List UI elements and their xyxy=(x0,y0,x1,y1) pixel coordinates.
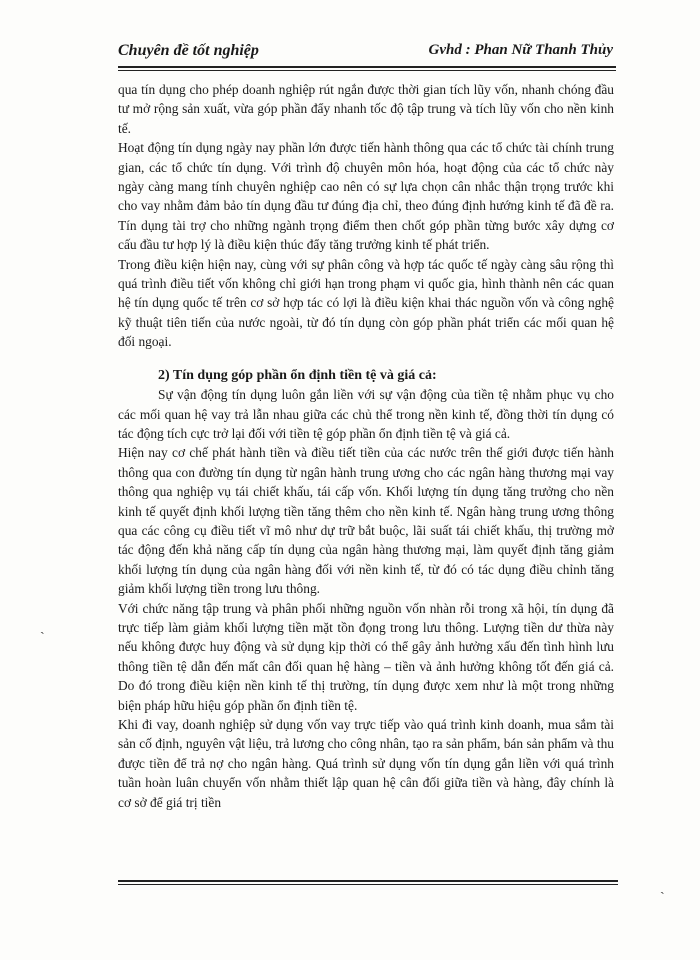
section-paragraph: Khi đi vay, doanh nghiệp sử dụng vốn vay trực tiếp vào quá trình kinh doanh, mua sắm tài sản cố định, nguyên vật liệu, trả lương cho công nhân, tạo ra sản phẩm, bán sản phẩm và thu được tiền để trả nợ cho ngân hàng. Quá trình sử dụng vốn tín dụng gắn liền với quá trình tuần hoàn luân chuyển vốn nhằm thiết lập quan hệ cân đối giữa tiền và hàng, đây chính là cơ sở để giá trị tiền xyxy=(118,717,614,810)
footer-rule-thin xyxy=(118,884,618,885)
section-paragraph: Hiện nay cơ chế phát hành tiền và điều tiết tiền của các nước trên thế giới được tiến hành thông qua con đường tín dụng từ ngân hành trung ương cho các ngân hàng thương mại vay thông qua nghiệp vụ tái chiết khấu, tái cấp vốn. Khối lượng tín dụng tăng trưởng cho nền kinh tế quyết định khối lượng tiền tăng thêm cho nền kinh tế. Ngân hàng trung ương thông qua các công cụ điều tiết vĩ mô như dự trữ bắt buộc, lãi suất tái chiết khấu, thị trường mở tác động đến khả năng cấp tín dụng của ngân hàng thương mại, làm quyết định tăng giảm khối lượng tín dụng của ngân hàng đối với nền kinh tế, từ đó có tác dụng điều chỉnh tăng giảm khối lượng tiền trong lưu thông. xyxy=(118,445,614,597)
page-body xyxy=(118,80,614,812)
page-header xyxy=(118,40,613,66)
header-rule-thin xyxy=(118,70,616,71)
body-paragraph: Trong điều kiện hiện nay, cùng với sự phân công và hợp tác quốc tế ngày càng sâu rộng thì quá trình điều tiết vốn không chỉ giới hạn trong phạm vi quốc gia, hình thành nên các quan hệ tín dụng quốc tế trên cơ sở hợp tác có lợi là điều kiện khai thác nguồn vốn và công nghệ kỹ thuật tiên tiến của nước ngoài, từ đó tín dụng còn góp phần phát triển các mối quan hệ đối ngoại. xyxy=(118,256,614,350)
section-paragraph: Sự vận động tín dụng luôn gắn liền với sự vận động của tiền tệ nhằm phục vụ cho các mối quan hệ vay trả lẫn nhau giữa các chủ thể trong nền kinh tế, đồng thời tín dụng có tác động tích cực trở lại đối với tiền tệ góp phần ổn định tiền tệ và giá cả. xyxy=(118,387,614,441)
scan-mark-icon: ˎ xyxy=(40,620,45,635)
header-document-title: Chuyên đề tốt nghiệp xyxy=(118,42,259,59)
body-paragraph: Hoạt động tín dụng ngày nay phần lớn được tiến hành thông qua các tổ chức tài chính trung gian, các tổ chức tín dụng. Với trình độ chuyên môn hóa, hoạt động của các tổ chức này ngày càng mang tính chuyên nghiệp cao nên có sự lựa chọn cân nhắc thận trọng trước khi cho vay nhằm đảm bảo tín dụng đầu tư đúng địa chỉ, theo đúng định hướng kinh tế đã đề ra. Tín dụng tài trợ cho những ngành trọng điểm then chốt góp phần từng bước xây dựng cơ cấu đầu tư hợp lý là điều kiện thúc đẩy tăng trưởng kinh tế phát triển. xyxy=(118,140,614,253)
section-paragraph: Với chức năng tập trung và phân phối những nguồn vốn nhàn rỗi trong xã hội, tín dụng đã trực tiếp làm giảm khối lượng tiền mặt tồn đọng trong lưu thông. Lượng tiền dư thừa này nếu không được huy động và sử dụng kịp thời có thể gây ảnh hưởng xấu đến tình hình lưu thông tiền tệ dẫn đến mất cân đối quan hệ hàng – tiền và ảnh hưởng không tốt đến giá cả. Do đó trong điều kiện nền kinh tế thị trường, tín dụng được xem như là một trong những biện pháp hữu hiệu góp phần ổn định tiền tệ. xyxy=(118,600,614,713)
body-paragraph: qua tín dụng cho phép doanh nghiệp rút ngắn được thời gian tích lũy vốn, nhanh chóng đầu tư mở rộng sản xuất, vừa góp phần đẩy nhanh tốc độ tập trung và tích lũy vốn cho nền kinh tế. xyxy=(118,82,614,136)
header-advisor: Gvhd : Phan Nữ Thanh Thủy xyxy=(428,42,613,58)
scan-mark-icon: ˏ xyxy=(660,880,665,895)
header-rule xyxy=(118,66,616,68)
footer-rule xyxy=(118,880,618,882)
section-heading: 2) Tín dụng góp phần ổn định tiền tệ và giá cả: xyxy=(158,367,437,383)
